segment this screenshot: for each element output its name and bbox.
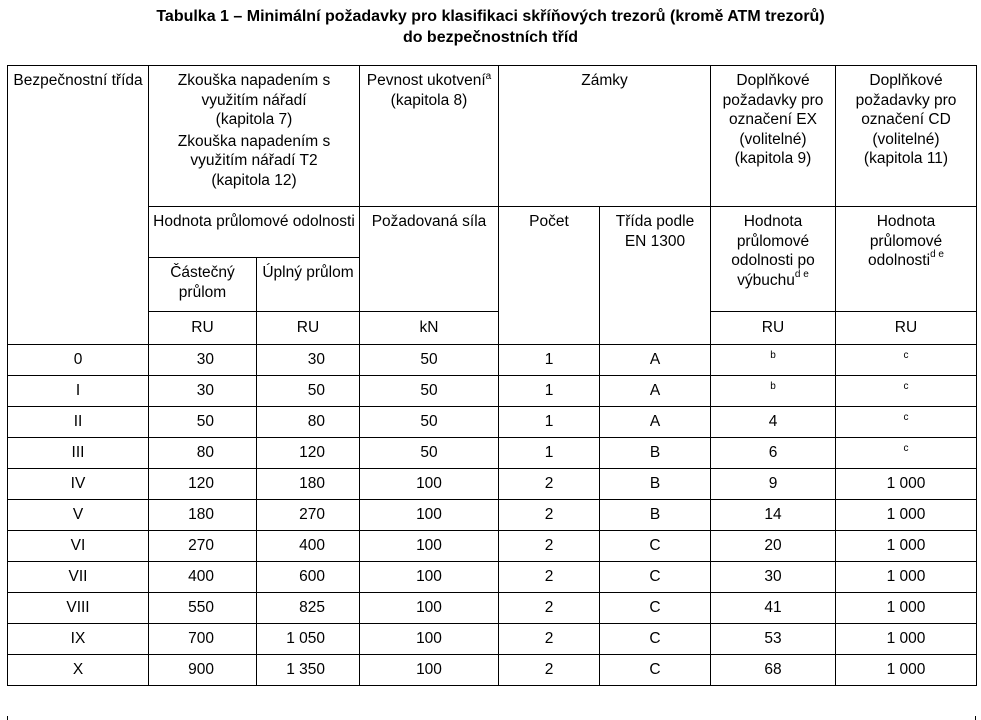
cell-lock-class: C: [600, 562, 711, 593]
requirements-table: [7, 65, 977, 686]
cell-count: 2: [499, 655, 600, 686]
cell-ex: 14: [711, 500, 836, 531]
cell-full: 30: [257, 345, 360, 376]
cell-lock-class: B: [600, 500, 711, 531]
cell-count: 1: [499, 345, 600, 376]
cell-full: 50: [257, 376, 360, 407]
cell-class: 0: [8, 345, 149, 376]
cell-lock-class: C: [600, 593, 711, 624]
header-ex: [711, 66, 836, 207]
cell-class: II: [8, 407, 149, 438]
cell-full: 825: [257, 593, 360, 624]
cell-lock-class: A: [600, 407, 711, 438]
header-locks: Zámky: [499, 66, 711, 207]
cell-cd: [836, 345, 977, 376]
cell-force: 50: [360, 407, 499, 438]
cell-partial: 50: [149, 407, 257, 438]
cell-cd: [836, 438, 977, 469]
header-cd-l1: Doplňkové požadavky pro označení CD (volitelné): [855, 72, 957, 148]
cell-partial: 270: [149, 531, 257, 562]
table-title: [0, 6, 981, 48]
header-cd: [836, 66, 977, 207]
cell-count: 2: [499, 469, 600, 500]
cell-class: X: [8, 655, 149, 686]
cell-ex-footnote: b: [770, 381, 776, 393]
cell-partial: 80: [149, 438, 257, 469]
cell-lock-class: C: [600, 624, 711, 655]
cell-count: 2: [499, 500, 600, 531]
header-cd-l2: (kapitola 11): [863, 150, 949, 167]
header-class: Bezpečnostní třída: [8, 66, 149, 345]
cell-force: 100: [360, 469, 499, 500]
cell-partial: 900: [149, 655, 257, 686]
table-row: [8, 593, 977, 624]
cell-cd-footnote: c: [903, 412, 909, 424]
cell-ex: 6: [711, 438, 836, 469]
cell-lock-class: A: [600, 376, 711, 407]
header-count: Počet: [499, 207, 600, 345]
cell-class: IV: [8, 469, 149, 500]
header-anchor: [360, 66, 499, 207]
cell-count: 1: [499, 376, 600, 407]
cell-class: VII: [8, 562, 149, 593]
cell-ex: 9: [711, 469, 836, 500]
cell-cd: [836, 376, 977, 407]
header-anchor-l1: Pevnost ukotvení: [366, 72, 486, 89]
cell-full: 400: [257, 531, 360, 562]
header-ex-value: Hodnota průlomové odolnosti po výbuchu$^{d e}$: [711, 207, 836, 312]
table-continuation: [7, 716, 976, 720]
header-anchor-sup: a: [485, 71, 492, 82]
cell-full: 600: [257, 562, 360, 593]
table-row: [8, 345, 977, 376]
header-cd-value-sup: d e: [930, 249, 944, 260]
cell-count: 1: [499, 438, 600, 469]
unit-full: RU: [257, 312, 360, 345]
cell-ex: 41: [711, 593, 836, 624]
header-attack-t2-l1: Zkouška napadením s využitím nářadí T2: [177, 132, 331, 169]
cell-ex: 68: [711, 655, 836, 686]
cell-partial: 180: [149, 500, 257, 531]
unit-ex: RU: [711, 312, 836, 345]
table-title-line2: do bezpečnostních tříd: [402, 29, 579, 46]
cell-force: 100: [360, 593, 499, 624]
header-partial: Částečný průlom: [149, 258, 257, 312]
header-attack-l1: Zkouška napadením s využitím nářadí: [177, 72, 331, 109]
table-row: [8, 438, 977, 469]
cell-force: 50: [360, 345, 499, 376]
cell-cd: 1 000: [836, 562, 977, 593]
table-row: [8, 376, 977, 407]
cell-lock-class: A: [600, 345, 711, 376]
table-row: [8, 562, 977, 593]
table-row: [8, 624, 977, 655]
cell-force: 100: [360, 624, 499, 655]
header-resistance: Hodnota průlomové odolnosti: [149, 207, 360, 258]
cell-cd-footnote: c: [903, 443, 909, 455]
header-attack-test: [149, 66, 360, 207]
cell-force: 100: [360, 500, 499, 531]
cell-cd: [836, 407, 977, 438]
cell-force: 100: [360, 531, 499, 562]
cell-full: 1 350: [257, 655, 360, 686]
cell-ex: 53: [711, 624, 836, 655]
cell-ex: 30: [711, 562, 836, 593]
unit-force: kN: [360, 312, 499, 345]
cell-partial: 30: [149, 345, 257, 376]
cell-ex: 20: [711, 531, 836, 562]
cell-count: 1: [499, 407, 600, 438]
table-row: [8, 500, 977, 531]
cell-class: III: [8, 438, 149, 469]
cell-full: 1 050: [257, 624, 360, 655]
cell-count: 2: [499, 593, 600, 624]
header-ex-l2: (kapitola 9): [734, 150, 812, 167]
header-cd-value: Hodnota průlomové odolnosti$^{d e}$: [836, 207, 977, 312]
unit-cd: RU: [836, 312, 977, 345]
cell-ex: [711, 345, 836, 376]
cell-count: 2: [499, 531, 600, 562]
header-ex-value-sup: d e: [794, 268, 809, 280]
cell-class: VIII: [8, 593, 149, 624]
header-attack-t2-l2: (kapitola 12): [211, 171, 297, 189]
cell-full: 120: [257, 438, 360, 469]
cell-cd-footnote: c: [903, 381, 909, 393]
cell-cd: 1 000: [836, 500, 977, 531]
header-lock-class: Třída podle EN 1300: [600, 207, 711, 345]
cell-partial: 550: [149, 593, 257, 624]
header-attack-l2: (kapitola 7): [215, 111, 293, 128]
header-ex-l1: Doplňkové požadavky pro označení EX (volitelné): [722, 72, 824, 148]
cell-ex: 4: [711, 407, 836, 438]
cell-cd: 1 000: [836, 593, 977, 624]
cell-ex-footnote: b: [770, 350, 776, 362]
cell-partial: 400: [149, 562, 257, 593]
cell-force: 50: [360, 438, 499, 469]
cell-force: 100: [360, 655, 499, 686]
cell-full: 180: [257, 469, 360, 500]
cell-full: 80: [257, 407, 360, 438]
table-row: [8, 469, 977, 500]
table-row: [8, 531, 977, 562]
cell-lock-class: B: [600, 469, 711, 500]
cell-lock-class: C: [600, 655, 711, 686]
cell-class: VI: [8, 531, 149, 562]
cell-force: 50: [360, 376, 499, 407]
cell-lock-class: B: [600, 438, 711, 469]
cell-class: IX: [8, 624, 149, 655]
cell-count: 2: [499, 624, 600, 655]
cell-full: 270: [257, 500, 360, 531]
cell-class: V: [8, 500, 149, 531]
cell-ex: [711, 376, 836, 407]
table-row: [8, 655, 977, 686]
cell-lock-class: C: [600, 531, 711, 562]
cell-count: 2: [499, 562, 600, 593]
cell-cd: 1 000: [836, 469, 977, 500]
header-full: Úplný průlom: [257, 258, 360, 312]
cell-cd: 1 000: [836, 624, 977, 655]
cell-partial: 30: [149, 376, 257, 407]
table-row: [8, 407, 977, 438]
cell-cd-footnote: c: [903, 350, 909, 362]
header-anchor-l2: (kapitola 8): [390, 91, 468, 109]
cell-cd: 1 000: [836, 531, 977, 562]
unit-partial: RU: [149, 312, 257, 345]
cell-cd: 1 000: [836, 655, 977, 686]
table-title-line1: Tabulka 1 – Minimální požadavky pro klasifikaci skříňových trezorů (kromě ATM trezorů): [156, 8, 825, 25]
cell-partial: 120: [149, 469, 257, 500]
header-force: Požadovaná síla: [360, 207, 499, 312]
cell-partial: 700: [149, 624, 257, 655]
cell-class: I: [8, 376, 149, 407]
cell-force: 100: [360, 562, 499, 593]
